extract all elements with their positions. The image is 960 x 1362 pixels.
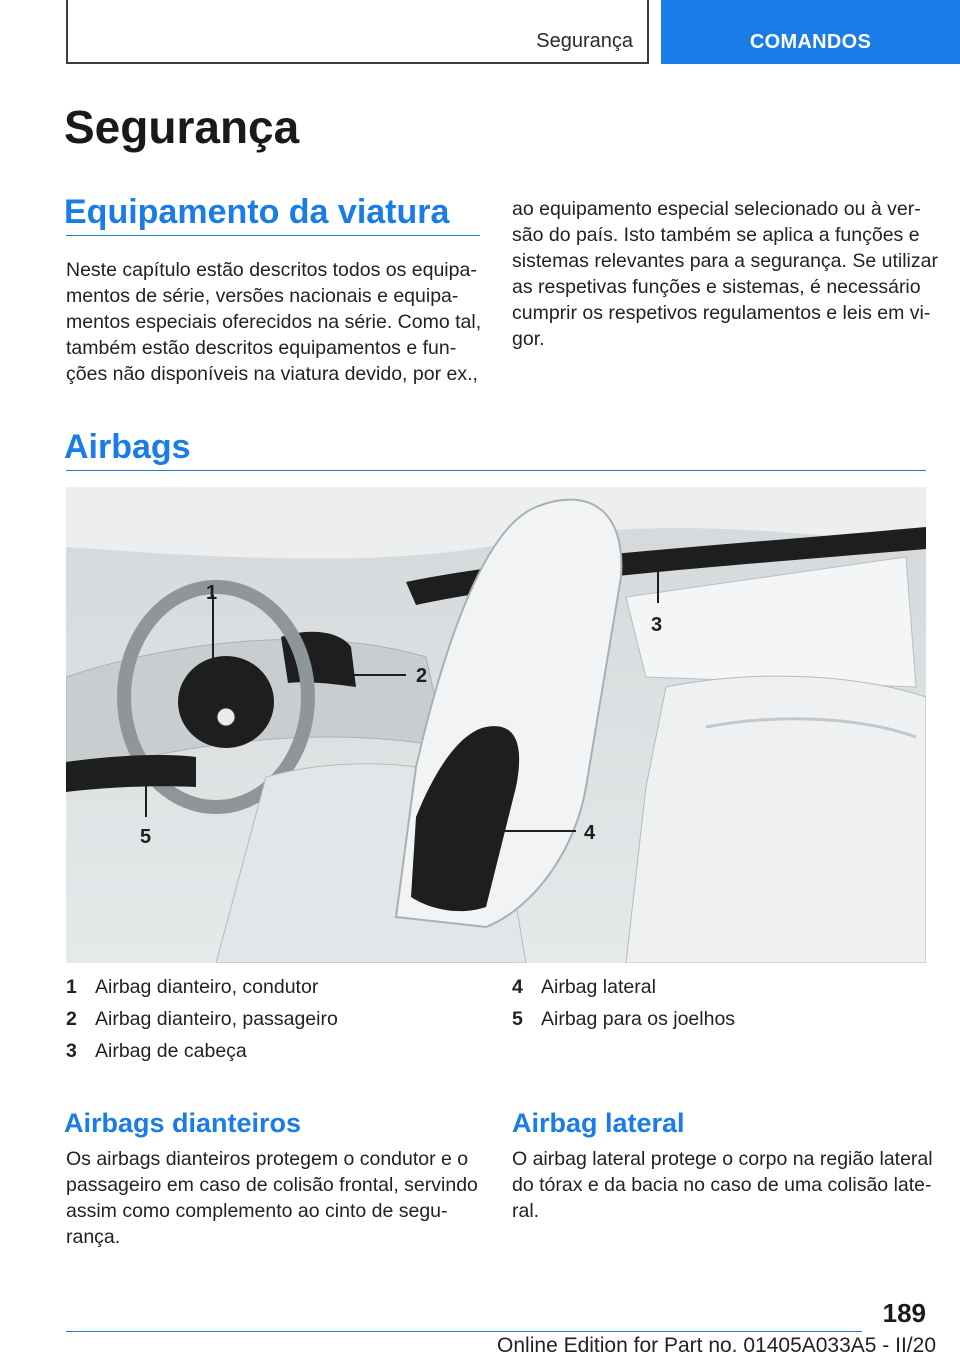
header-chapter-tab[interactable] bbox=[661, 0, 960, 64]
equipment-heading-rule bbox=[66, 235, 480, 236]
airbags-heading-rule bbox=[66, 470, 926, 471]
page-title: Segurança bbox=[64, 101, 300, 153]
driver-airbag-area bbox=[178, 656, 274, 748]
equipment-heading: Equipamento da viatura bbox=[64, 193, 450, 231]
legend-label: Airbag dianteiro, condutor bbox=[95, 976, 319, 998]
header-section-box bbox=[66, 0, 649, 64]
legend-item bbox=[66, 1035, 338, 1067]
front-airbags-heading: Airbags dianteiros bbox=[64, 1108, 302, 1138]
callout-4: 4 bbox=[584, 822, 596, 844]
side-airbag-text: O airbag lateral protege o corpo na região lateral do tórax e da bacia no caso de uma colisão late- ral. bbox=[512, 1148, 933, 1222]
legend-label: Airbag dianteiro, passageiro bbox=[95, 1008, 338, 1030]
callout-1: 1 bbox=[206, 582, 218, 604]
page-number: 189 bbox=[882, 1298, 926, 1328]
legend-item bbox=[512, 971, 735, 1003]
legend-label: Airbag para os joelhos bbox=[541, 1008, 736, 1030]
logo-badge bbox=[217, 708, 235, 726]
legend-num: 3 bbox=[66, 1040, 77, 1062]
equipment-text-col1: Neste capítulo estão descritos todos os equipa- mentos de série, versões nacionais e equipa- mentos especiais oferecidos na série. Como tal, também estão descritos equipamentos e fun- ções não disponíveis na viatura devido, por ex., bbox=[66, 259, 482, 385]
header-chapter-label: COMANDOS bbox=[749, 30, 872, 53]
legend-item bbox=[66, 1003, 338, 1035]
legend-label: Airbag de cabeça bbox=[95, 1040, 247, 1062]
legend-item bbox=[512, 1003, 735, 1035]
airbags-legend-col2 bbox=[512, 971, 735, 1035]
front-airbags-text: Os airbags dianteiros protegem o condutor e o passageiro em caso de colisão frontal, servindo assim como complemento ao cinto de segu- rança. bbox=[66, 1148, 478, 1248]
legend-num: 2 bbox=[66, 1008, 77, 1030]
legend-label: Airbag lateral bbox=[541, 976, 656, 998]
legend-num: 4 bbox=[512, 976, 523, 998]
callout-3: 3 bbox=[651, 614, 663, 636]
callout-5: 5 bbox=[140, 826, 152, 848]
footer-rule bbox=[66, 1331, 862, 1332]
legend-num: 1 bbox=[66, 976, 77, 998]
legend-num: 5 bbox=[512, 1008, 523, 1030]
header-section-title: Segurança bbox=[536, 30, 633, 52]
side-airbag-heading: Airbag lateral bbox=[512, 1108, 685, 1138]
car-interior-illustration bbox=[66, 487, 926, 963]
equipment-text-col2: ao equipamento especial selecionado ou à ver- são do país. Isto também se aplica a funções e sistemas relevantes para a segurança. Se utilizar as respetivas funções e sistemas, é necessário cumprir os respetivos regulamentos e leis em vi- gor. bbox=[512, 198, 938, 350]
airbags-illustration bbox=[66, 487, 926, 963]
airbags-heading: Airbags bbox=[64, 428, 191, 466]
legend-item bbox=[66, 971, 338, 1003]
airbags-legend-col1 bbox=[66, 971, 338, 1067]
callout-2: 2 bbox=[416, 665, 428, 687]
footer-edition: Online Edition for Part no. 01405A033A5 - II/20 bbox=[497, 1334, 936, 1357]
